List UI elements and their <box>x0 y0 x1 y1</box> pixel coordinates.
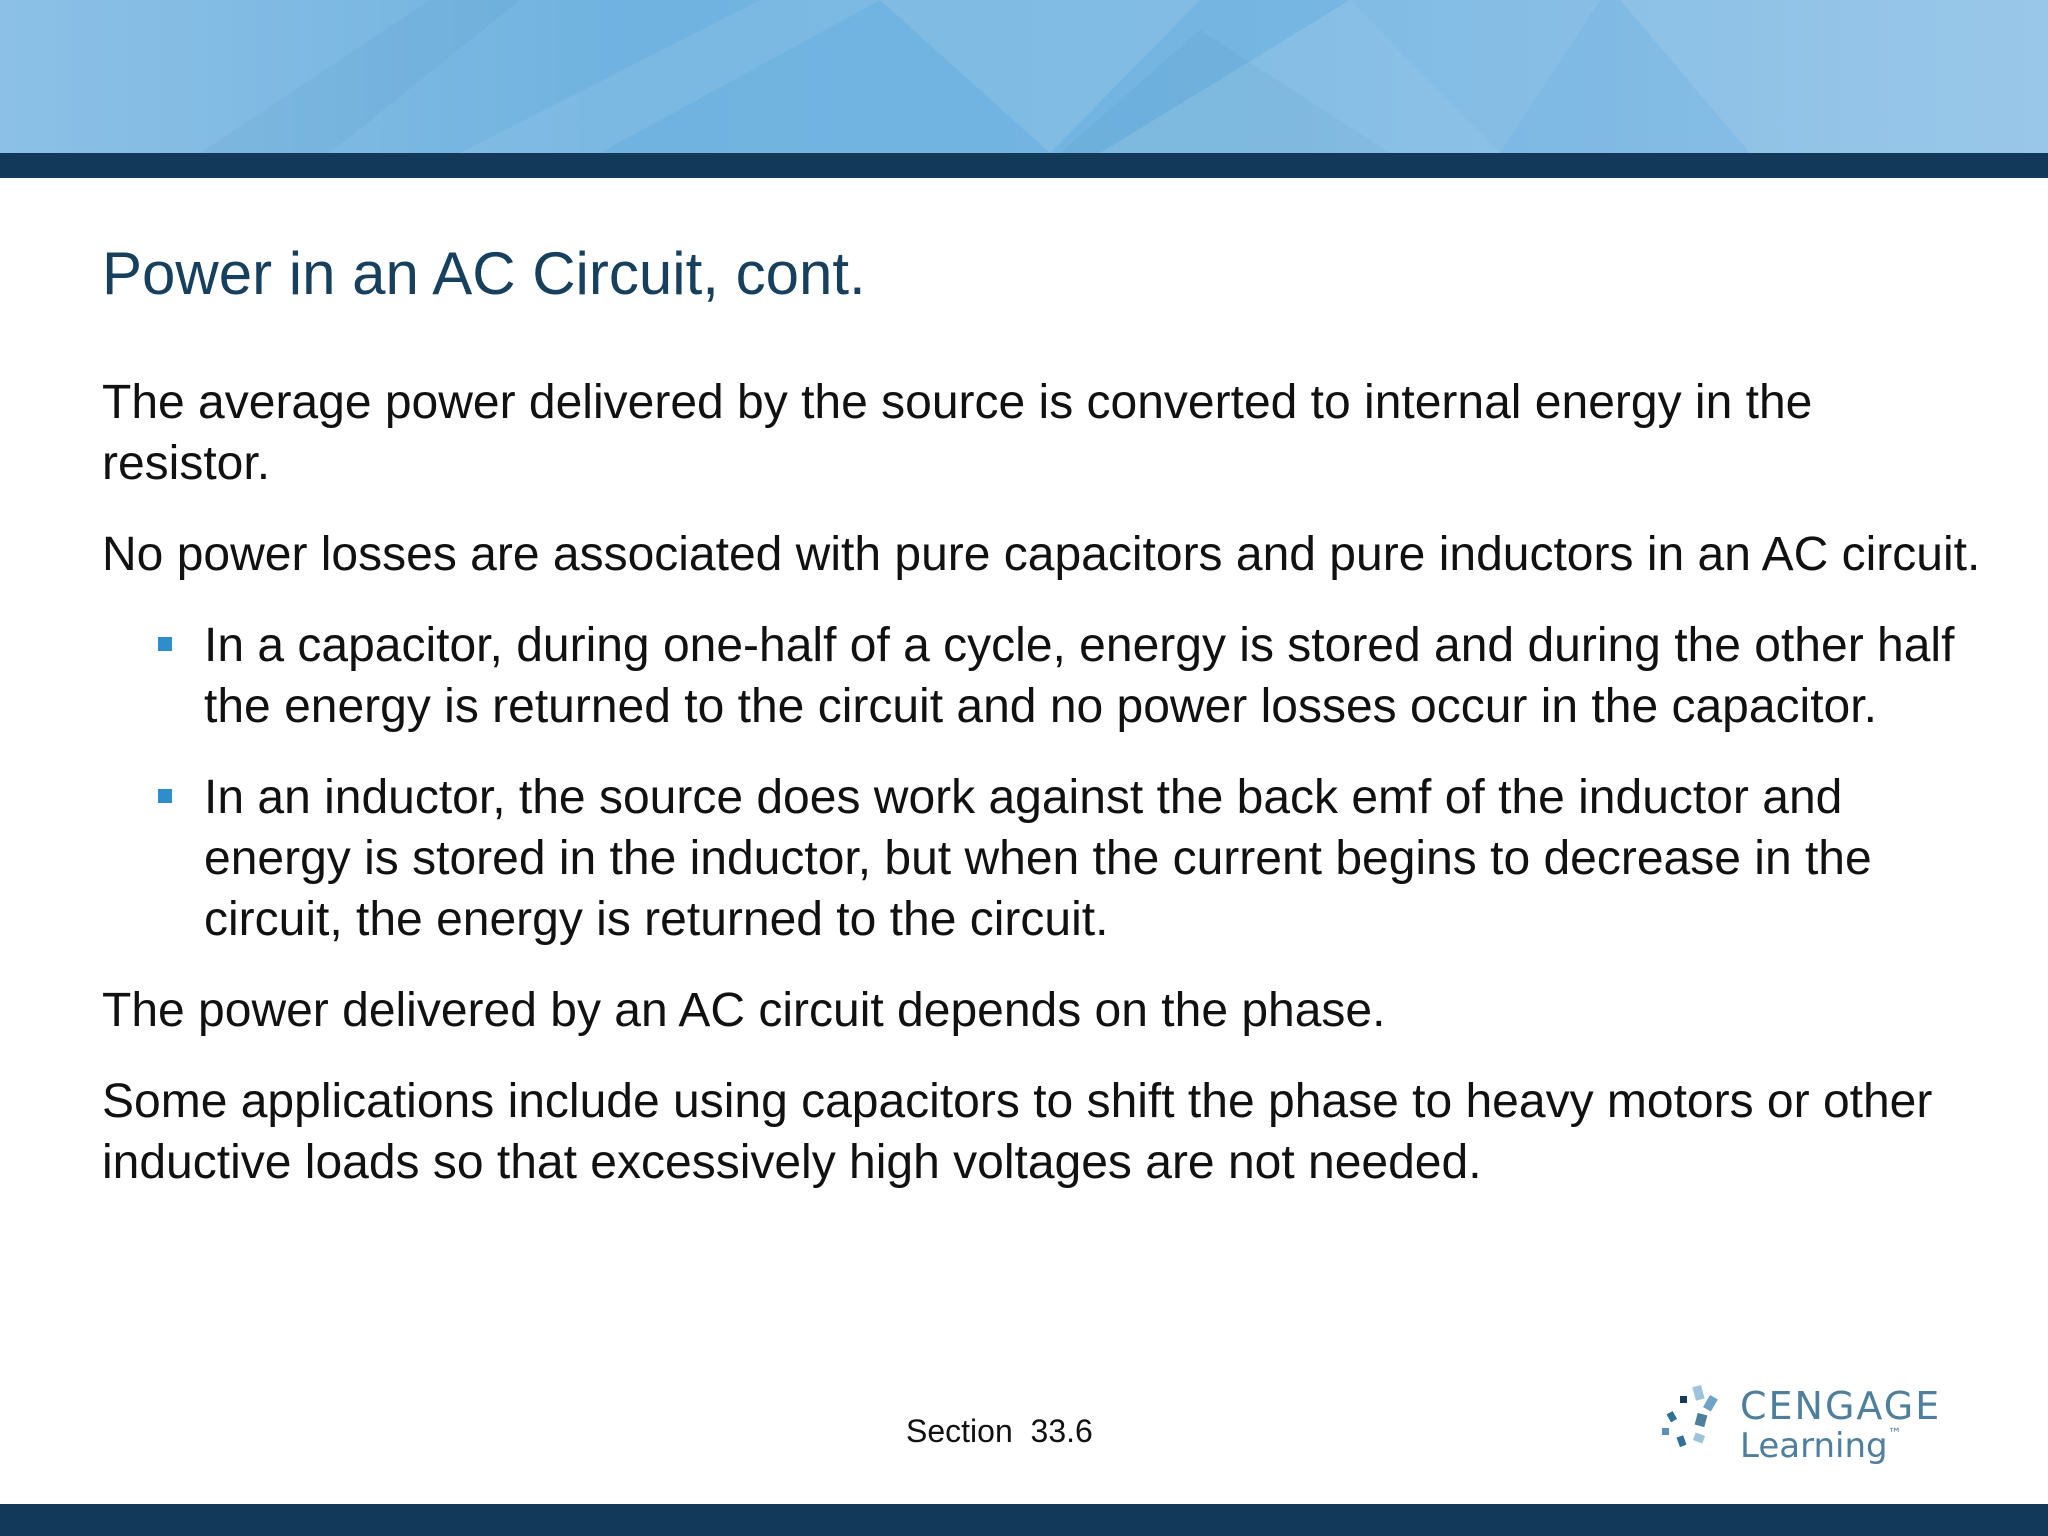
bullet-item <box>102 615 1982 737</box>
logo-subword-text: Learning <box>1740 1426 1888 1466</box>
paragraph: The average power delivered by the source is converted to internal energy in the resistor. <box>102 376 1813 490</box>
logo-subword <box>1740 1426 1902 1466</box>
trademark-symbol: ™ <box>1887 1426 1902 1442</box>
square-bullet-icon <box>158 637 172 651</box>
paragraph: Some applications include using capacitors to shift the phase to heavy motors or other inductive loads so that excessively high voltages are not needed. <box>102 1075 1933 1189</box>
paragraph: No power losses are associated with pure capacitors and pure inductors in an AC circuit. <box>102 528 1981 581</box>
header-banner <box>0 0 2048 153</box>
section-label: Section 33.6 <box>906 1413 1093 1449</box>
banner-pattern <box>0 0 2048 153</box>
logo-wordmark: CENGAGE <box>1740 1384 1942 1428</box>
footer-rule <box>0 1504 2048 1536</box>
slide-body <box>102 372 1982 1223</box>
square-bullet-icon <box>158 789 172 803</box>
bullet-text: In a capacitor, during one-half of a cycle, energy is stored and during the other half the energy is returned to the circuit and no power losses occur in the capacitor. <box>204 619 1955 733</box>
header-rule <box>0 153 2048 178</box>
cengage-mark-icon <box>1660 1384 1730 1464</box>
bullet-item <box>102 767 1982 950</box>
paragraph: The power delivered by an AC circuit depends on the phase. <box>102 984 1386 1037</box>
slide-title: Power in an AC Circuit, cont. <box>102 240 866 307</box>
cengage-logo <box>1660 1380 1960 1480</box>
bullet-text: In an inductor, the source does work against the back emf of the inductor and energy is stored in the inductor, but when the current begins to decrease in the circuit, the energy is returned to the circuit. <box>204 771 1872 946</box>
